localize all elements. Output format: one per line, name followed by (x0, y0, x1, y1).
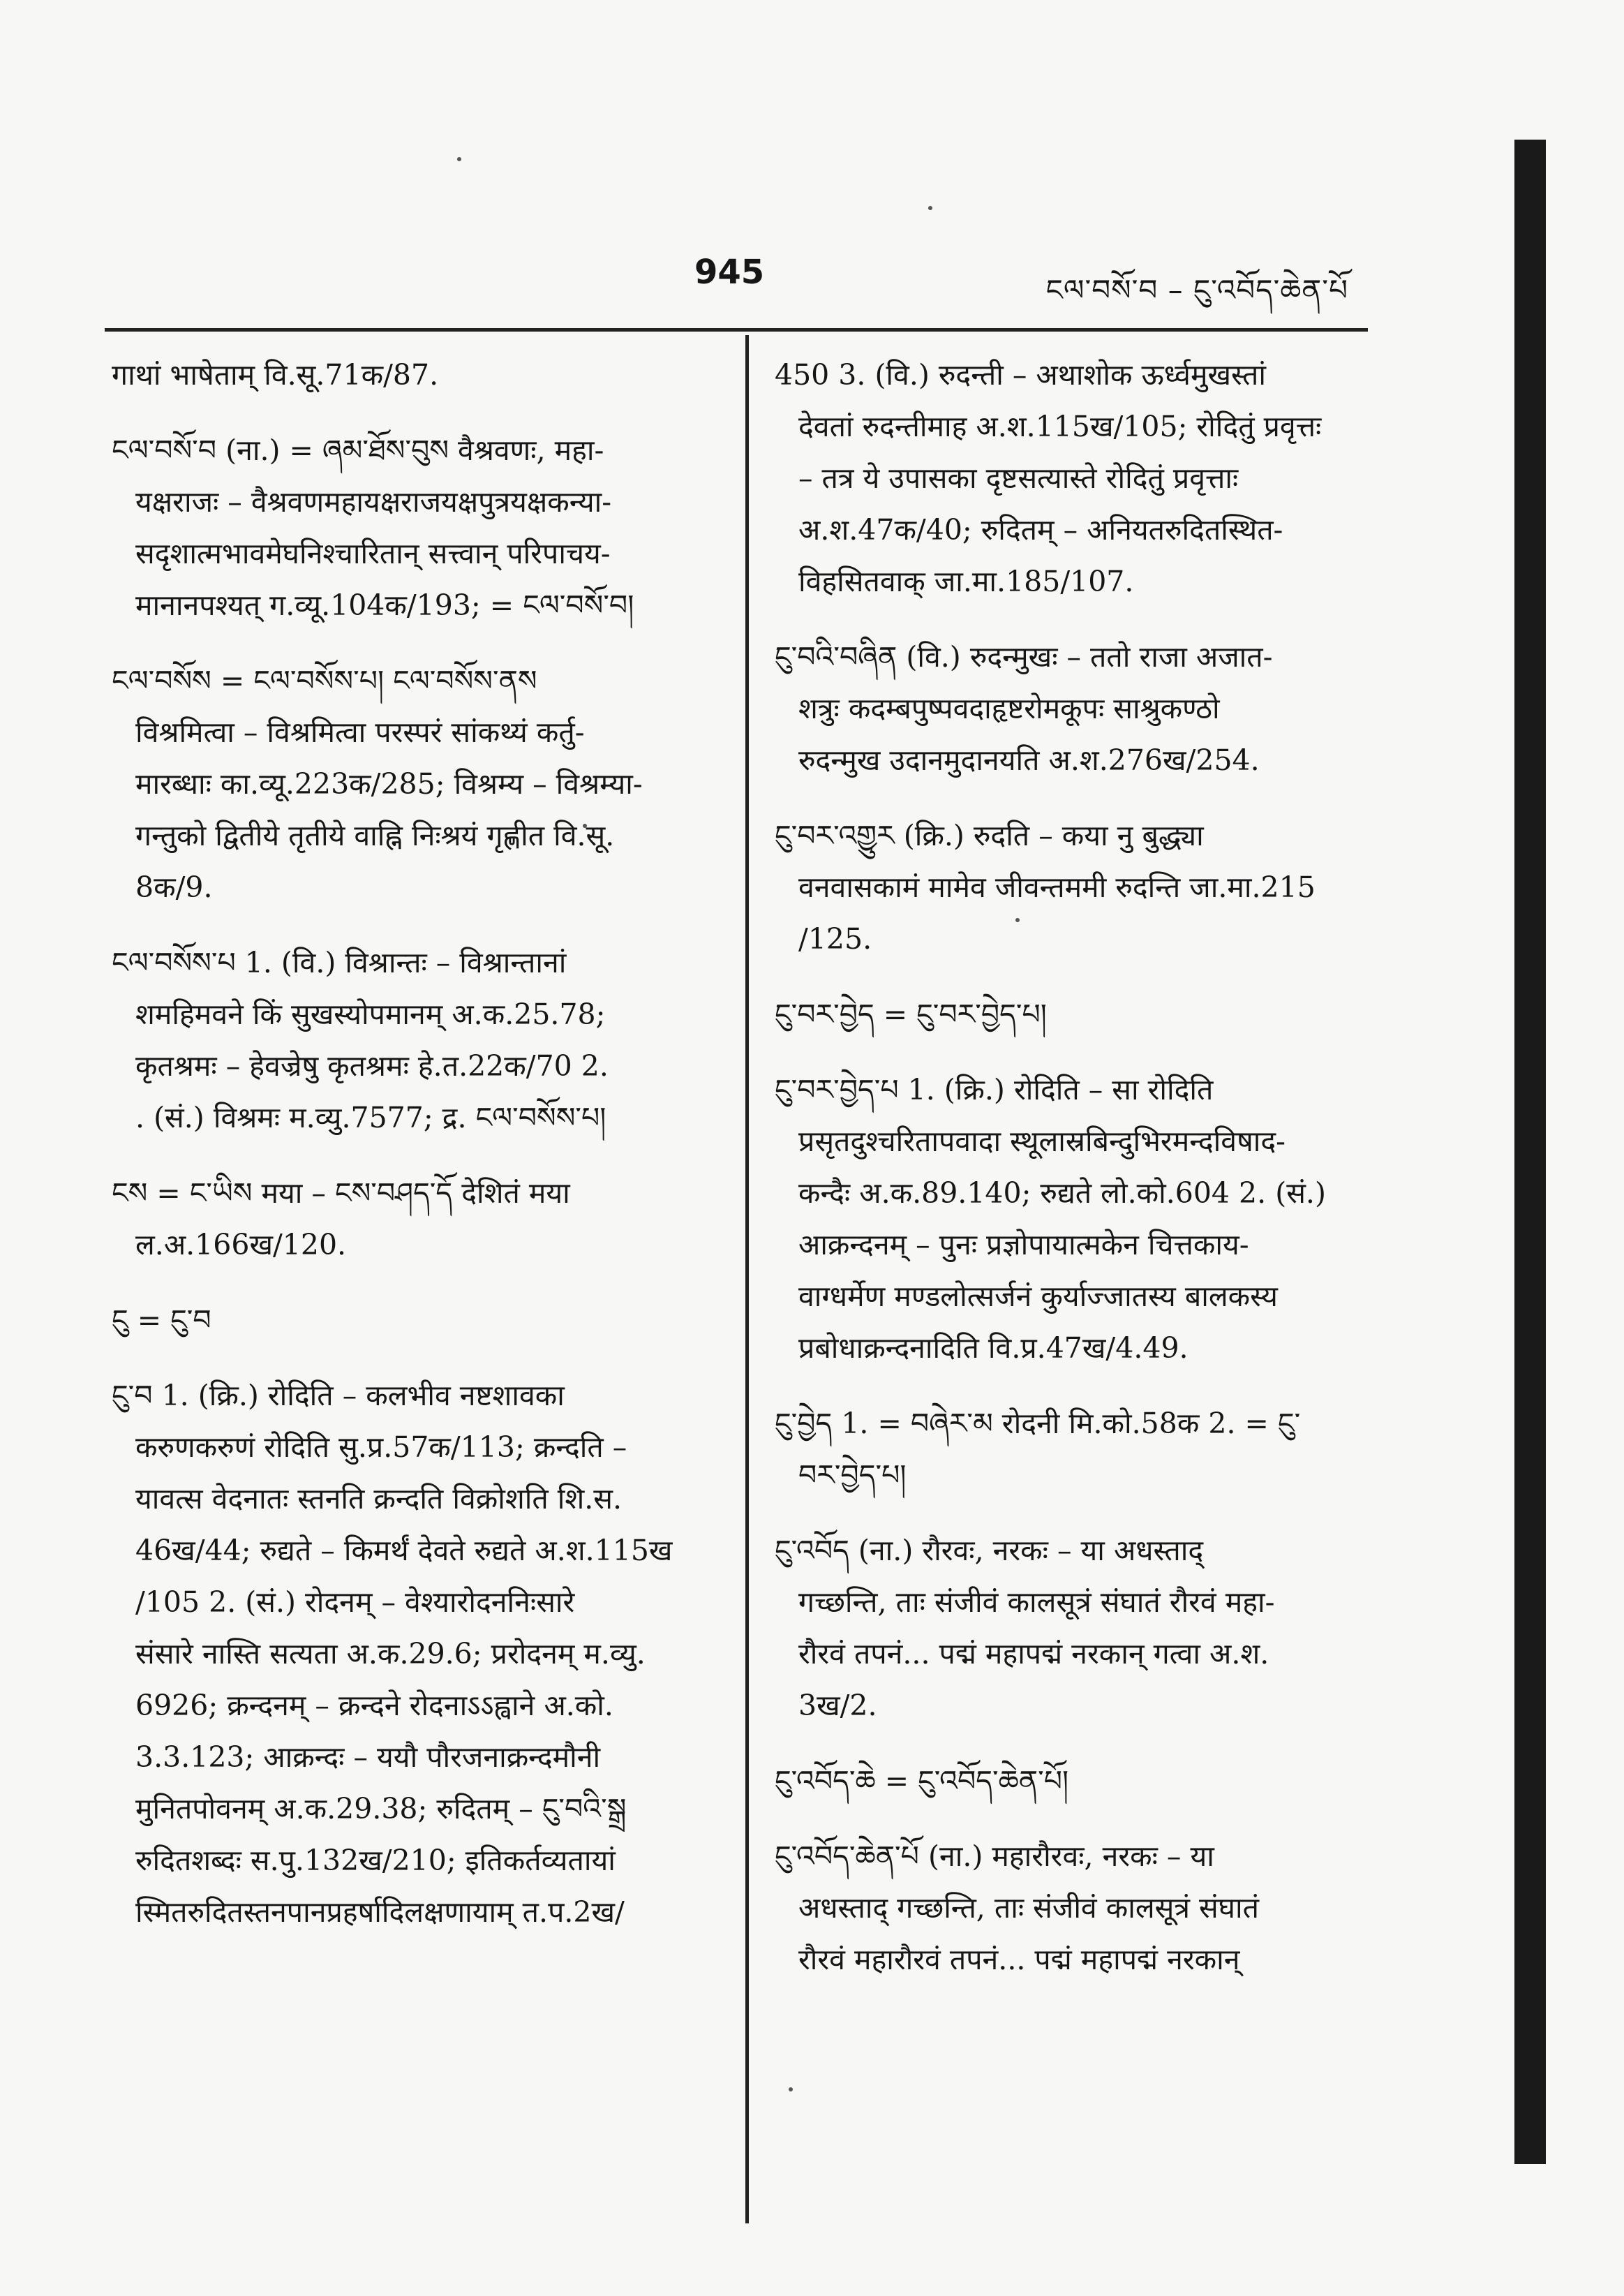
entry-line: संसारे नास्ति सत्यता अ.क.29.6; प्ररोदनम् म.व्यु. (135, 1637, 646, 1671)
entry-line: आक्रन्दनम् – पुनः प्रज्ञोपायात्मकेन चित्तकाय- (798, 1228, 1249, 1261)
dictionary-entry (775, 631, 1371, 786)
entry-headline: ངུ་བར་འགྱུར (क्रि.) रुदति – कया नु बुद्ध्या (775, 819, 1204, 852)
entry-line: यक्षराजः – वैश्रवणमहायक्षराजयक्षपुत्रयक्षकन्या- (135, 485, 612, 519)
entry-headline: ངུ་བ 1. (क्रि.) रोदिति – कलभीव नष्टशावका (112, 1379, 565, 1412)
dictionary-entry (775, 349, 1371, 607)
dictionary-entry (112, 937, 715, 1143)
entry-line: अ.श.47क/40; रुदितम् – अनियतरुदितस्थित- (798, 513, 1283, 547)
dictionary-entry (112, 424, 715, 631)
entry-headline: ངུ་བའི་བཞིན (वि.) रुदन्मुखः – ततो राजा अजात- (775, 640, 1273, 674)
left-column (112, 349, 715, 1962)
entry-line: བར་བྱེད་པ། (798, 1458, 907, 1492)
scan-speck (457, 157, 461, 161)
entry-headline: ངལ་བསོས་པ 1. (वि.) विश्रान्तः – विश्रान्तानां (112, 946, 567, 979)
dictionary-entry (775, 810, 1371, 965)
entry-line: मानानपश्यत् ग.व्यू.104क/193; = ངལ་བསོ་བ། (135, 588, 634, 622)
entry-headline: ངུ་འབོད (ना.) रौरवः, नरकः – या अधस्ताद् (775, 1534, 1204, 1567)
dictionary-entry (775, 1398, 1371, 1501)
entry-line: स्मितरुदितस्तनपानप्रहर्षादिलक्षणायाम् त.प.2ख/ (135, 1895, 625, 1929)
dictionary-entry (775, 1830, 1371, 1985)
running-head: ངལ་བསོ་བ – ངུ་འབོད་ཆེན་པོ (1045, 273, 1348, 307)
entry-headline: ངུ་འབོད་ཆེན་པོ (ना.) महारौरवः, नरकः – या (775, 1839, 1214, 1873)
entry-line: 6926; क्रन्दनम् – क्रन्दने रोदनाऽऽह्वाने अ.को. (135, 1689, 613, 1722)
entry-line: 46ख/44; रुद्यते – किमर्थं देवते रुद्यते अ.श.115ख (135, 1534, 673, 1567)
entry-line: प्रबोधाक्रन्दनादिति वि.प्र.47ख/4.49. (798, 1331, 1189, 1365)
dictionary-entry (112, 1167, 715, 1271)
entry-headline: ངལ་བསོ་བ (ना.) = ཞམ་ཐོས་བུས वैश्रवणः, महा- (112, 434, 604, 467)
dictionary-entry (112, 1370, 715, 1938)
entry-line: रुदितशब्दः स.पु.132ख/210; इतिकर्तव्यतायां (135, 1844, 616, 1877)
entry-line: 8क/9. (135, 871, 213, 904)
dictionary-entry (112, 655, 715, 913)
entry-line: अधस्ताद् गच्छन्ति, ताः संजीवं कालसूत्रं संघातं (798, 1891, 1259, 1925)
entry-line: ल.अ.166ख/120. (135, 1228, 347, 1261)
entry-headline: ངུ = ངུ་བ (112, 1303, 211, 1337)
entry-line: मुनितपोवनम् अ.क.29.38; रुदितम् – ངུ་བའི་སྒྲ (135, 1792, 627, 1825)
entry-headline: ངུ་བྱེད 1. = བཞེར་མ रोदनी मि.को.58क 2. = ངུ་ (775, 1407, 1301, 1440)
entry-line: कृतश्रमः – हेवज्रेषु कृतश्रमः हे.त.22क/70 2. (135, 1049, 609, 1083)
right-column (775, 349, 1371, 2009)
entry-line: देवतां रुदन्तीमाह अ.श.115ख/105; रोदितुं प्रवृत्तः (798, 410, 1322, 443)
entry-line: कन्दैः अ.क.89.140; रुद्यते लो.को.604 2. (सं.) (798, 1176, 1326, 1210)
entry-line: विश्रमित्वा – विश्रमित्वा परस्परं सांकथ्यं कर्तु- (135, 716, 585, 749)
entry-line: प्रसृतदुश्चरितापवादा स्थूलास्रबिन्दुभिरमन्दविषाद- (798, 1125, 1286, 1158)
entry-line: /125. (798, 922, 872, 956)
entry-line: . (सं.) विश्रमः म.व्यु.7577; द्र. ངལ་བསོས་པ། (135, 1101, 606, 1134)
entry-line: 3ख/2. (798, 1689, 877, 1722)
entry-line: वनवासकामं मामेव जीवन्तममी रुदन्ति जा.मा.215 (798, 871, 1316, 904)
entry-line: रुदन्मुख उदानमुदानयति अ.श.276ख/254. (798, 743, 1260, 777)
entry-line: विहसितवाक् जा.मा.185/107. (798, 565, 1134, 598)
entry-line: गन्तुको द्वितीये तृतीये वाह्नि निःश्रयं गृह्णीत वि.सू. (135, 819, 615, 852)
entry-headline: ངས = ང་ཡིས मया – ངས་བཤད་དོ देशितं मया (112, 1176, 570, 1210)
entry-line: रौरवं तपनं... पद्मं महापद्मं नरकान् गत्वा अ.श. (798, 1637, 1269, 1671)
entry-headline: ངུ་བར་བྱེད་པ 1. (क्रि.) रोदिति – सा रोदिति (775, 1073, 1214, 1106)
entry-line: वाग्धर्मेण मण्डलोत्सर्जनं कुर्याज्जातस्य बालकस्य (798, 1280, 1278, 1313)
scan-speck (928, 206, 932, 210)
dictionary-entry (112, 1294, 715, 1346)
entry-headline: ངལ་བསོས = ངལ་བསོས་པ། ངལ་བསོས་ནས (112, 664, 537, 697)
dictionary-entry (775, 1525, 1371, 1731)
entry-line: – तत्र ये उपासका दृष्टसत्यास्ते रोदितुं प्रवृत्ताः (798, 461, 1239, 495)
entry-line: /105 2. (सं.) रोदनम् – वेश्यारोदननिःसारे (135, 1585, 575, 1619)
entry-line: गच्छन्ति, ताः संजीवं कालसूत्रं संघातं रौरवं महा- (798, 1585, 1275, 1619)
entry-line: 3.3.123; आक्रन्दः – ययौ पौरजनाक्रन्दमौनी (135, 1740, 601, 1774)
header-rule (105, 328, 1368, 332)
entry-line: शमहिमवने किं सुखस्योपमानम् अ.क.25.78; (135, 998, 606, 1031)
dictionary-entry (775, 988, 1371, 1040)
dictionary-entry (775, 1064, 1371, 1374)
entry-headline: ངུ་འབོད་ཆེ = ངུ་འབོད་ཆེན་པོ། (775, 1764, 1069, 1798)
entry-line: मारब्धाः का.व्यू.223क/285; विश्रम्य – विश्रम्या- (135, 767, 643, 801)
entry-line: यावत्स वेदनातः स्तनति क्रन्दति विक्रोशति शि.स. (135, 1482, 623, 1516)
entry-headline: ངུ་བར་བྱེད = ངུ་བར་བྱེད་པ། (775, 998, 1047, 1031)
entry-headline: 450 3. (वि.) रुदन्ती – अथाशोक ऊर्ध्वमुखस्तां (775, 358, 1266, 392)
dictionary-entry (112, 349, 715, 401)
entry-headline: गाथां भाषेताम् वि.सू.71क/87. (112, 358, 439, 392)
column-divider (745, 335, 749, 2223)
entry-line: करुणकरुणं रोदिति सु.प्र.57क/113; क्रन्दति – (135, 1430, 627, 1464)
scan-speck (789, 2087, 793, 2091)
page-number: 945 (694, 253, 765, 292)
entry-line: सदृशात्मभावमेघनिश्चारितान् सत्त्वान् परिपाचय- (135, 537, 611, 570)
page-edge-bar (1514, 140, 1546, 2164)
dictionary-entry (775, 1755, 1371, 1807)
entry-line: शत्रुः कदम्बपुष्पवदाहृष्टरोमकूपः साश्रुकण्ठो (798, 692, 1220, 725)
entry-line: रौरवं महारौरवं तपनं... पद्मं महापद्मं नरकान् (798, 1943, 1240, 1976)
